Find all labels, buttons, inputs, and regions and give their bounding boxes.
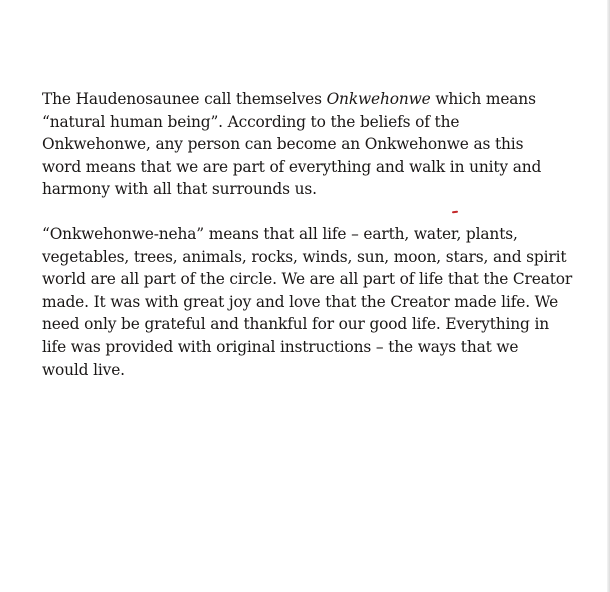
body-text [42, 88, 573, 381]
paragraph-2-line-5: need only be grateful and thankful for our good life. Everything in [42, 315, 550, 334]
paragraph-1 [42, 88, 542, 201]
paragraph-1-line-3: Onkwehonwe, any person can become an Onkwehonwe as this [42, 135, 524, 154]
paragraph-1-line-2: “natural human being”. According to the beliefs of the [42, 112, 460, 131]
italic-term-onkwehonwe: Onkwehonwe [326, 90, 431, 108]
paragraph-1-line-5: harmony with all that surrounds us. [42, 180, 317, 199]
text-segment: which means [430, 90, 536, 108]
paragraph-1-line-4: word means that we are part of everything and walk in unity and [42, 157, 542, 176]
paragraph-2-line-7: would live. [42, 360, 125, 379]
paragraph-2-line-6: life was provided with original instructions – the ways that we [42, 337, 519, 356]
text-segment: The Haudenosaunee call themselves [42, 90, 327, 108]
paragraph-2 [42, 223, 573, 381]
paragraph-2-line-3: world are all part of the circle. We are all part of life that the Creator [42, 270, 573, 289]
paragraph-1-line-1 [42, 88, 542, 111]
paragraph-2-line-4: made. It was with great joy and love that the Creator made life. We [42, 292, 559, 311]
paragraph-2-line-1: “Onkwehonwe-neha” means that all life – earth, water, plants, [42, 224, 518, 243]
paragraph-2-line-2: vegetables, trees, animals, rocks, winds, sun, moon, stars, and spirit [42, 247, 567, 266]
